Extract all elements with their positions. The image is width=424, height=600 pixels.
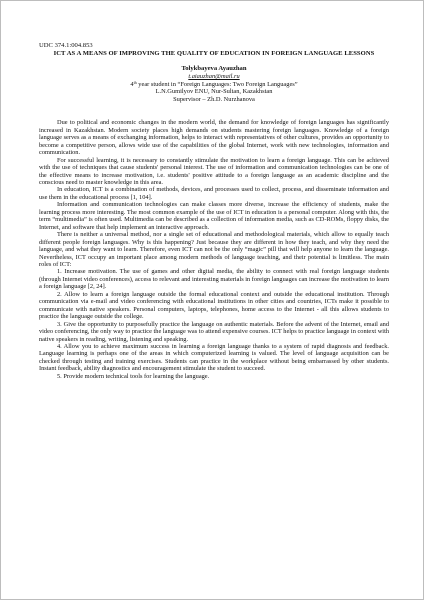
author-year-number: 4 (130, 80, 134, 88)
author-email-link[interactable]: t.aiauzhan@mail.ru (188, 73, 240, 80)
body-paragraph-role-3: 3. Give the opportunity to purposefully practice the language on authentic materials. Before the advent of the Internet, email and video conferencing, the only way to practice the language was to attend expensive courses. ICT helps to practice language in context with native speakers in reading, writing, listening and speaking. (39, 320, 389, 343)
body-paragraph-ict-definition: In education, ICT is a combination of methods, devices, and processes used to collect, process, and disseminate information and use them in the educational process [1, 104]. (39, 186, 389, 201)
author-block (39, 65, 389, 103)
author-student-text: year student in “Foreign Languages: Two Foreign Languages” (136, 80, 298, 88)
paper-content (39, 42, 389, 380)
body-paragraph-motivation: For successful learning, it is necessary to constantly stimulate the motivation to learn a foreign language. This can be achieved with the use of techniques that cause students' personal interest. The use of information and communication technologies can be one of the effective means to increase motivation, i.e. students' positive attitude to a foreign language as an academic discipline and the conscious need to master knowledge in this area. (39, 156, 389, 186)
paper-body (39, 119, 389, 380)
body-paragraph-intro: Due to political and economic changes in the modern world, the demand for knowledge of foreign languages has significantly increased in Kazakhstan. Modern society places high demands on students mastering foreign languages. Knowledge of a foreign language serves as a means of exchanging information, helps to interact with representatives of other cultures, provides an opportunity to become a competitive person, allows wide use of the capabilities of the global Internet, work with new technologies, information and communication. (39, 119, 389, 157)
author-student-line (39, 81, 389, 89)
paper-title: ICT AS A MEANS OF IMPROVING THE QUALITY OF EDUCATION IN FOREIGN LANGUAGE LESSONS (53, 50, 375, 57)
author-supervisor: Supervisor – Zh.D. Nurzhanova (173, 95, 255, 103)
author-year-sup: th (133, 79, 137, 85)
body-paragraph-roles-intro: There is neither a universal method, nor a single set of educational and methodological materials, which allow to equally teach different people foreign languages. Why is this happening? Just because they are different in how they teach, and why they need the language, and what they want to learn. Therefore, even ICT can not be the only “magic” pill that will help anyone to learn the language. Nevertheless, ICT occupy an important place among modern methods of language teaching, and their potential is limitless. The main roles of ICT: (39, 231, 389, 268)
body-paragraph-role-1: 1. Increase motivation. The use of games and other digital media, the ability to connect with real foreign language students (through Internet video conferences), access to relevant and interesting materials in foreign languages can increase the motivation to learn a foreign language [2, 24]. (39, 268, 389, 291)
body-paragraph-role-4: 4. Allow you to achieve maximum success in learning a foreign language thanks to a system of rapid diagnosis and feedback. Language learning is perhaps one of the areas in which computerized learning is valued. The level of language acquisition can be checked through testing and training exercises. Students can practice in the workplace without being embarrassed by other students. Instant feedback, ability diagnostics and encouragement stimulate the student to succeed. (39, 342, 389, 373)
body-paragraph-role-2: 2. Allow to learn a foreign language outside the formal educational context and outside the educational institution. Through communication via e-mail and video conferencing with educational institutions in other cities and countries, ICTs make it possible to communicate with native speakers. Personal computers, laptops, telephones, home access to the Internet - all this allows students to practice the language outside the college. (39, 290, 389, 321)
author-name: Tolykbayeva Ayauzhan (181, 65, 247, 72)
body-paragraph-role-5: 5. Provide modern technical tools for learning the language. (57, 372, 210, 380)
author-university: L.N.Gumilyov ENU, Nur-Sultan, Kazakhstan (155, 88, 273, 96)
udc-code: UDC 374.1:004.853 (39, 42, 93, 49)
body-paragraph-multimedia: Information and communication technologies can make classes more diverse, increase the efficiency of students, make the learning process more interesting. The most common example of the use of ICT in education is a personal computer. Along with this, the term “multimedia” is often used. Multimedia can be described as a collection of information media, such as CD-ROMs, floppy disks, the Internet, and software that help implement an interactive approach. (39, 201, 389, 231)
author-email-line (39, 73, 389, 81)
